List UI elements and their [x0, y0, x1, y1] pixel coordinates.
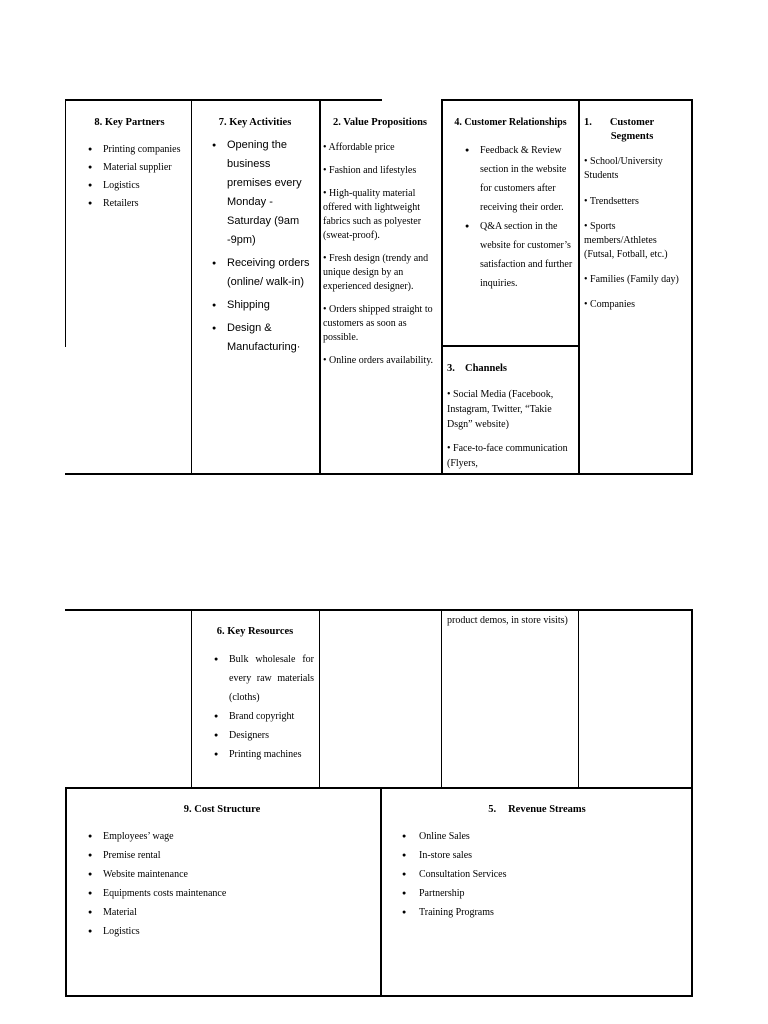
cost-structure-title: 9. Cost Structure: [183, 804, 261, 815]
customer-segments-number: 1.: [584, 117, 592, 128]
bottom-divider-2: [319, 609, 320, 789]
channels-list: [447, 387, 575, 471]
bottom-divider-1: [191, 609, 192, 789]
top-table-border-left: [65, 99, 66, 347]
bottom-table-border-right-top: [691, 609, 693, 789]
revenue-streams-cell: [388, 803, 686, 924]
channels-continued: [447, 614, 575, 628]
channels-continued-text: product demos, in store visits): [447, 615, 568, 626]
key-resources-title: 6. Key Resources: [216, 626, 294, 637]
list-item: ● Premise rental: [88, 848, 372, 863]
channels-number: 3.: [447, 363, 455, 374]
key-partners-cell: [72, 116, 187, 214]
channels-title: [447, 362, 575, 376]
top-table-border-bottom: [65, 473, 693, 475]
customer-relationships-title: 4. Customer Relationships: [454, 117, 567, 128]
list-item: ● Logistics: [88, 178, 187, 193]
bottom-table-border-top: [65, 609, 693, 611]
value-propositions-cell: [323, 116, 437, 377]
list-item: • Trendsetters: [584, 196, 639, 207]
list-item: ● Designers: [214, 726, 314, 745]
list-item: ● Bulk wholesale for every raw materials (cloths): [214, 650, 314, 707]
revenue-streams-number: 5.: [488, 804, 497, 815]
top-divider-3: [441, 99, 443, 475]
list-item: ● Website maintenance: [88, 867, 372, 882]
list-item: ● Q&A section in the website for customer’s satisfaction and further inquiries.: [465, 217, 576, 293]
key-activities-cell: [196, 116, 314, 361]
revenue-border-right: [691, 787, 693, 997]
revenue-streams-label: Revenue Streams: [508, 804, 586, 815]
customer-segments-title: [584, 116, 688, 144]
list-item: ● Design & Manufacturing·: [212, 319, 314, 357]
customer-segments-cell: [584, 116, 688, 321]
list-item: • Fashion and lifestyles: [323, 165, 417, 176]
list-item: ● Brand copyright: [214, 707, 314, 726]
bottom-divider-3: [441, 609, 442, 789]
value-propositions-title: 2. Value Propositions: [332, 117, 428, 128]
customer-relationships-cell: [445, 116, 576, 293]
top-table-border-top-right: [441, 99, 693, 101]
list-item: ● Material: [88, 905, 372, 920]
list-item: ● Retailers: [88, 196, 187, 211]
list-item: • Affordable price: [323, 142, 395, 153]
list-item: ● Partnership: [402, 886, 686, 901]
list-item: ● Opening the business premises every Monday - Saturday (9am -9pm): [212, 136, 314, 250]
key-resources-list: [214, 650, 314, 764]
list-item: • High-quality material offered with lightweight fabrics such as polyester (sweat-proof).: [323, 188, 422, 241]
cost-revenue-border-top: [65, 787, 693, 789]
top-table-border-top-left: [65, 99, 382, 101]
list-item: ● Online Sales: [402, 829, 686, 844]
list-item: ● Receiving orders (online/ walk-in): [212, 254, 314, 292]
key-partners-title: 8. Key Partners: [94, 117, 165, 128]
cost-border-left: [65, 787, 67, 997]
value-propositions-list: [323, 141, 437, 368]
list-item: ● Training Programs: [402, 905, 686, 920]
list-item: ● Feedback & Review section in the website for customers after receiving their order.: [465, 141, 576, 217]
revenue-streams-list: [402, 829, 686, 920]
revenue-streams-title: [388, 803, 686, 817]
cost-structure-cell: [72, 803, 372, 943]
list-item: • School/University Students: [584, 156, 663, 181]
customer-segments-label: Customer Segments: [609, 117, 655, 142]
cost-revenue-divider: [380, 787, 382, 997]
list-item: • Online orders availability.: [323, 355, 434, 366]
customer-segments-list: [584, 155, 688, 312]
list-item: ● Equipments costs maintenance: [88, 886, 372, 901]
top-divider-1: [191, 99, 192, 475]
bottom-divider-4: [578, 609, 579, 789]
list-item: ● Shipping: [212, 296, 314, 315]
cost-revenue-border-bottom: [65, 995, 693, 997]
list-item: • Social Media (Facebook, Instagram, Twitter, “Takie Dsgn” website): [447, 389, 554, 430]
list-item: • Face-to-face communication (Flyers,: [447, 443, 568, 469]
list-item: • Sports members/Athletes (Futsal, Fotball, etc.): [584, 221, 668, 260]
key-activities-title: 7. Key Activities: [218, 117, 292, 128]
top-divider-2: [319, 99, 321, 475]
key-partners-list: [88, 142, 187, 211]
key-activities-list: [212, 136, 314, 357]
list-item: ● Printing machines: [214, 745, 314, 764]
list-item: • Orders shipped straight to customers as soon as possible.: [323, 304, 433, 343]
top-table-border-right: [691, 99, 693, 475]
list-item: ● Consultation Services: [402, 867, 686, 882]
customer-relationships-list: [465, 141, 576, 293]
list-item: ● Material supplier: [88, 160, 187, 175]
list-item: • Fresh design (trendy and unique design by an experienced designer).: [323, 253, 429, 292]
list-item: ● Printing companies: [88, 142, 187, 157]
key-resources-cell: [196, 625, 314, 764]
list-item: ● Logistics: [88, 924, 372, 939]
list-item: ● Employees’ wage: [88, 829, 372, 844]
list-item: ● In-store sales: [402, 848, 686, 863]
list-item: • Families (Family day): [584, 274, 679, 285]
channels-cell: [447, 362, 575, 480]
channels-top-border: [441, 345, 580, 347]
channels-label: Channels: [465, 363, 508, 374]
cost-structure-list: [88, 829, 372, 939]
top-divider-4: [578, 99, 580, 475]
list-item: • Companies: [584, 299, 635, 310]
